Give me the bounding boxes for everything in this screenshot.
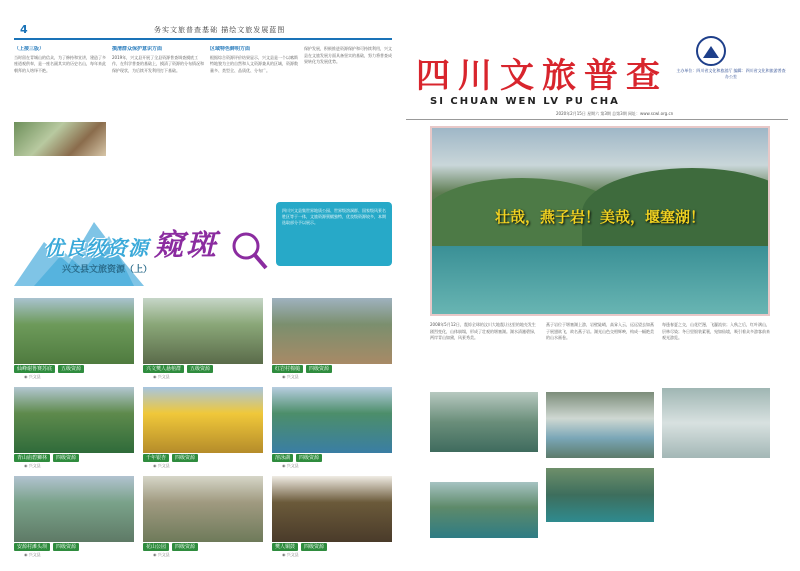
resource-grade: 四级资源: [301, 543, 327, 551]
resource-name: 溶泳湖: [272, 454, 293, 462]
article-photo: [430, 482, 538, 538]
column-text: 每逢春夏之交，山花烂漫，飞瀑流泉；入秋之后，红叶满山，层林尽染；冬日里银装素裹，宛如仙境，吸引着众多游客前来观光游览。: [662, 322, 770, 340]
resource-grade: 四级资源: [296, 454, 322, 462]
article-body: [430, 322, 770, 564]
column-text: 当时留在青城山的信众，为了修持和宣讲，建造了多座道观供奉，是一座名副其实的历史名山，每年来此朝拜的人络绎不绝。: [14, 54, 106, 73]
publisher-info: 主办单位：四川省文化和旅游厅 编辑：四川省文化和旅游普查办公室: [676, 68, 786, 79]
hero-headline: 壮哉，燕子岩！美哉，堰塞湖！: [494, 208, 705, 226]
masthead-pinyin: SI CHUAN WEN LV PU CHA: [430, 96, 620, 107]
promo-intro-box: 四川兴文县集世界地质公园、世界级溶洞群、国家级风景名胜区等于一体，文旅资源禀赋独特，优良级资源较多，本期选取部分予以展示。: [276, 202, 392, 266]
promo-headline: 窥斑: [154, 228, 218, 263]
column-title: 摸清群众保护意识方面: [112, 46, 163, 52]
masthead-title: 四川文旅普查: [416, 56, 668, 96]
resource-name: 僰人铜鼓: [272, 543, 298, 551]
resource-name: 红岩村棉槌: [272, 365, 303, 373]
page-number: 4: [20, 23, 28, 36]
gallery-item: [272, 298, 392, 380]
column-text: 燕子岩位于堰塞湖上游，岩壁陡峭，高耸入云，远远望去如燕子展翅欲飞，故名燕子岩。湖光山色交相辉映，构成一幅绝美的山水画卷。: [546, 322, 654, 340]
caption-row: [143, 365, 263, 373]
article-photo: [546, 468, 654, 522]
article-photo: [546, 392, 654, 458]
column-text: 2019年，兴文县开展了全县资源普查调查摸底工作，在科学普查的基础上，摸清了资源的分布情况和保护现状，为后续开发利用打下基础。: [112, 54, 204, 73]
resource-grade: 五级资源: [58, 365, 84, 373]
article-columns: [14, 46, 392, 156]
article-column: [304, 46, 392, 156]
resource-photo: [143, 298, 263, 364]
resource-photo: [14, 298, 134, 364]
publisher-logo: [696, 36, 726, 66]
column-text: 2008年5月12日，震惊全球的汶川大地震让这里的地壳发生剧烈变化，山体崩塌，形成了壮观的堰塞湖。湖水清澈碧绿，两岸青山如黛，风景秀美。: [430, 322, 538, 340]
caption-row: [272, 365, 392, 373]
resource-name: 千年银杏: [143, 454, 169, 462]
gallery-item: [143, 476, 263, 558]
resource-promo-banner: [14, 202, 392, 286]
column-photo: [14, 122, 106, 156]
resource-photo: [14, 387, 134, 453]
article-column: [112, 46, 204, 156]
column-text: 保护发展，积极推进资源保护和可持续利用，兴文县在文旅发展方面具备坚实的基础，努力将普查成果转化为发展优势。: [304, 46, 392, 64]
promo-subtitle: 兴文县文旅资源（上）: [62, 265, 153, 275]
caption-row: [14, 454, 134, 462]
column-title: 区域特色鲜明方面: [210, 46, 251, 52]
resource-name: 仙峰谢鲁赛苏底: [14, 365, 55, 373]
resource-name: 青山庙碧狮林: [14, 454, 50, 462]
gallery-item: [14, 298, 134, 380]
resource-location: ◉ 兴文县: [24, 552, 41, 557]
gallery-item: [143, 387, 263, 469]
resource-photo: [272, 387, 392, 453]
resource-gallery: [14, 298, 392, 564]
caption-row: [272, 454, 392, 462]
header-slogan: 务实文旅普查基础 描绘文旅发展蓝图: [154, 26, 286, 34]
article-photo: [430, 392, 538, 452]
article-column: [210, 46, 298, 156]
resource-photo: [143, 476, 263, 542]
caption-row: [272, 543, 392, 551]
resource-grade: 四级资源: [172, 543, 198, 551]
hero-photo: [430, 126, 770, 316]
resource-photo: [14, 476, 134, 542]
resource-grade: 四级资源: [53, 543, 79, 551]
resource-photo: [143, 387, 263, 453]
resource-location: ◉ 兴文县: [282, 463, 299, 468]
resource-location: ◉ 兴文县: [153, 463, 170, 468]
resource-grade: 五级资源: [187, 365, 213, 373]
resource-photo: [272, 298, 392, 364]
issue-bar: [406, 110, 788, 120]
resource-photo: [272, 476, 392, 542]
lake-water: [432, 246, 768, 316]
article-photo: [662, 388, 770, 458]
resource-location: ◉ 兴文县: [282, 552, 299, 557]
gallery-item: [14, 476, 134, 558]
gallery-item: [272, 476, 392, 558]
promo-title: 优良级资源: [44, 236, 149, 260]
column-title: （上接三版）: [14, 46, 45, 52]
right-page: [406, 22, 788, 564]
article-column: [14, 46, 106, 156]
resource-location: ◉ 兴文县: [153, 374, 170, 379]
resource-grade: 四级资源: [306, 365, 332, 373]
page-header: [14, 22, 392, 40]
gallery-item: [272, 387, 392, 469]
resource-location: ◉ 兴文县: [24, 463, 41, 468]
resource-name: 兴文僰人悬棺群: [143, 365, 184, 373]
caption-row: [14, 365, 134, 373]
caption-row: [14, 543, 134, 551]
resource-grade: 四级资源: [172, 454, 198, 462]
gallery-item: [143, 298, 263, 380]
caption-row: [143, 454, 263, 462]
left-page: [14, 22, 392, 564]
column-text: 根据综合资源评价结果显示，兴文县是一个以喀斯特地貌为主的自然和人文资源兼具的区域，资源数量多、类型全、品质优、分布广。: [210, 54, 298, 73]
resource-name: 花山公园: [143, 543, 169, 551]
caption-row: [143, 543, 263, 551]
resource-name: 安源村滩头坝: [14, 543, 50, 551]
resource-location: ◉ 兴文县: [24, 374, 41, 379]
issue-info: 2020年2月15日 星期六 第3期 总第3期 网址：www.scwl.org.cn: [556, 111, 674, 116]
gallery-item: [14, 387, 134, 469]
resource-grade: 四级资源: [53, 454, 79, 462]
resource-location: ◉ 兴文县: [153, 552, 170, 557]
resource-location: ◉ 兴文县: [282, 374, 299, 379]
